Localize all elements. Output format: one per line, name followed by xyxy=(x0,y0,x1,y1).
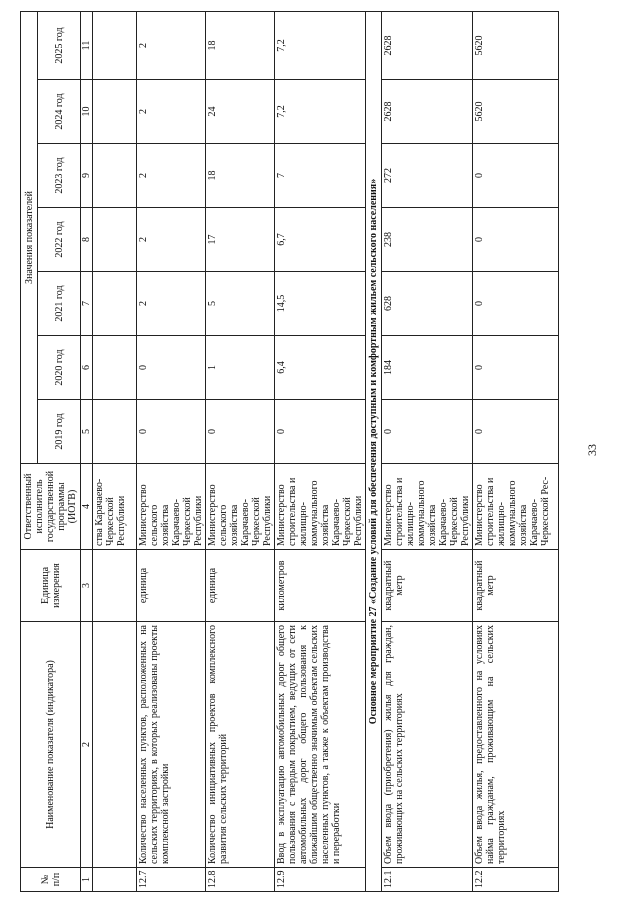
row-name: Количество населенных пунктов, расположенных на сельских территориях, в которых реализованы проекты комплексной застройки xyxy=(137,622,206,868)
row-value: 0 xyxy=(206,400,275,464)
column-number: 1 xyxy=(81,868,93,892)
row-value: 5620 xyxy=(473,11,559,79)
row-value: 2 xyxy=(137,11,206,79)
row-num: 12.7 xyxy=(137,868,206,892)
row-exec: Министерство сельского хозяйства Карачаево-Черкесской Республики xyxy=(206,464,275,550)
header-year: 2023 год xyxy=(38,144,81,208)
row-unit: километров xyxy=(275,550,366,622)
row-value xyxy=(93,208,137,272)
row-unit: единица xyxy=(206,550,275,622)
row-value: 0 xyxy=(137,336,206,400)
row-name: Объем ввода жилья, предоставленного на условиях найма гражданам, проживающим на сельских территориях xyxy=(473,622,559,868)
column-number: 4 xyxy=(81,464,93,550)
row-value: 0 xyxy=(275,400,366,464)
row-value: 6,4 xyxy=(275,336,366,400)
row-value: 0 xyxy=(473,336,559,400)
row-value xyxy=(93,11,137,79)
row-value: 0 xyxy=(382,400,473,464)
column-number: 8 xyxy=(81,208,93,272)
row-value: 7,2 xyxy=(275,11,366,79)
header-num: № п/п xyxy=(21,868,81,892)
row-exec: Министерство строительства и жилищно-коммунального хозяйства Карачаево-Черкесской Республики xyxy=(275,464,366,550)
header-unit: Единица измерения xyxy=(21,550,81,622)
row-value: 2 xyxy=(137,144,206,208)
row-value: 184 xyxy=(382,336,473,400)
row-value: 0 xyxy=(473,144,559,208)
column-number: 7 xyxy=(81,272,93,336)
row-value: 18 xyxy=(206,144,275,208)
column-number: 9 xyxy=(81,144,93,208)
row-value xyxy=(93,336,137,400)
column-number: 5 xyxy=(81,400,93,464)
indicators-table xyxy=(20,11,559,892)
table-row xyxy=(473,11,559,891)
row-value: 0 xyxy=(473,400,559,464)
row-value: 0 xyxy=(137,400,206,464)
header-row-1 xyxy=(21,11,38,891)
column-number: 2 xyxy=(81,622,93,868)
row-num xyxy=(93,868,137,892)
page-number: 33 xyxy=(585,444,599,456)
row-num: 12.2 xyxy=(473,868,559,892)
section-row xyxy=(366,11,382,891)
row-value: 6,7 xyxy=(275,208,366,272)
row-value: 2 xyxy=(137,272,206,336)
header-exec: Ответственный исполнитель государственной программы (ИОГВ) xyxy=(21,464,81,550)
row-num: 12.8 xyxy=(206,868,275,892)
row-value: 5 xyxy=(206,272,275,336)
row-unit: единица xyxy=(137,550,206,622)
row-unit: квадратный метр xyxy=(382,550,473,622)
row-name: Объем ввода (приобретения) жилья для граждан, проживающих на сельских территориях xyxy=(382,622,473,868)
row-value: 628 xyxy=(382,272,473,336)
header-year: 2019 год xyxy=(38,400,81,464)
table-row xyxy=(275,11,366,891)
table-row xyxy=(93,11,137,891)
row-value: 18 xyxy=(206,11,275,79)
section-title: Основное мероприятие 27 «Создание условий для обеспечения доступным и комфортным жильем сельского населения» xyxy=(366,11,382,891)
row-exec: Министерство строительства и жилищно-коммунального хозяйства Карачаево-Черкесской Республики xyxy=(382,464,473,550)
row-value: 7,2 xyxy=(275,80,366,144)
header-year: 2020 год xyxy=(38,336,81,400)
row-value: 2628 xyxy=(382,80,473,144)
document-page xyxy=(20,12,620,892)
row-unit xyxy=(93,550,137,622)
row-exec: Министерство строительства и жилищно-коммунального хозяйства Карачаево-Черкесской Рес- xyxy=(473,464,559,550)
row-name: Количество инициативных проектов комплексного развития сельских территорий xyxy=(206,622,275,868)
column-number: 3 xyxy=(81,550,93,622)
row-unit: квадратный метр xyxy=(473,550,559,622)
column-number-row xyxy=(81,11,93,891)
row-value: 7 xyxy=(275,144,366,208)
row-value: 238 xyxy=(382,208,473,272)
header-year: 2025 год xyxy=(38,11,81,79)
row-value: 17 xyxy=(206,208,275,272)
column-number: 11 xyxy=(81,11,93,79)
header-year: 2022 год xyxy=(38,208,81,272)
row-value: 1 xyxy=(206,336,275,400)
row-value xyxy=(93,272,137,336)
table-row xyxy=(206,11,275,891)
header-values-group: Значения показателей xyxy=(21,11,38,463)
row-num: 12.1 xyxy=(382,868,473,892)
row-value: 0 xyxy=(473,208,559,272)
row-exec: Министерство сельского хозяйства Карачаево-Черкесской Республики xyxy=(137,464,206,550)
column-number: 10 xyxy=(81,80,93,144)
row-value: 0 xyxy=(473,272,559,336)
header-name: Наименование показателя (индикатора) xyxy=(21,622,81,868)
header-year: 2021 год xyxy=(38,272,81,336)
row-value: 24 xyxy=(206,80,275,144)
row-value: 272 xyxy=(382,144,473,208)
row-exec: ства Карачаево-Черкесской Республики xyxy=(93,464,137,550)
row-num: 12.9 xyxy=(275,868,366,892)
row-value xyxy=(93,80,137,144)
row-name: Ввод в эксплуатацию автомобильных дорог общего пользования с твердым покрытием, ведущих от сети автомобильных дорог общего пользования к ближайшим общественно значимым объектам сельских населенных пунктов, а также к объектам производства и переработки xyxy=(275,622,366,868)
row-value xyxy=(93,400,137,464)
table-row xyxy=(382,11,473,891)
column-number: 6 xyxy=(81,336,93,400)
header-year: 2024 год xyxy=(38,80,81,144)
row-name xyxy=(93,622,137,868)
row-value: 5620 xyxy=(473,80,559,144)
row-value: 2 xyxy=(137,208,206,272)
row-value: 2 xyxy=(137,80,206,144)
row-value xyxy=(93,144,137,208)
row-value: 2628 xyxy=(382,11,473,79)
table-row xyxy=(137,11,206,891)
row-value: 14,5 xyxy=(275,272,366,336)
